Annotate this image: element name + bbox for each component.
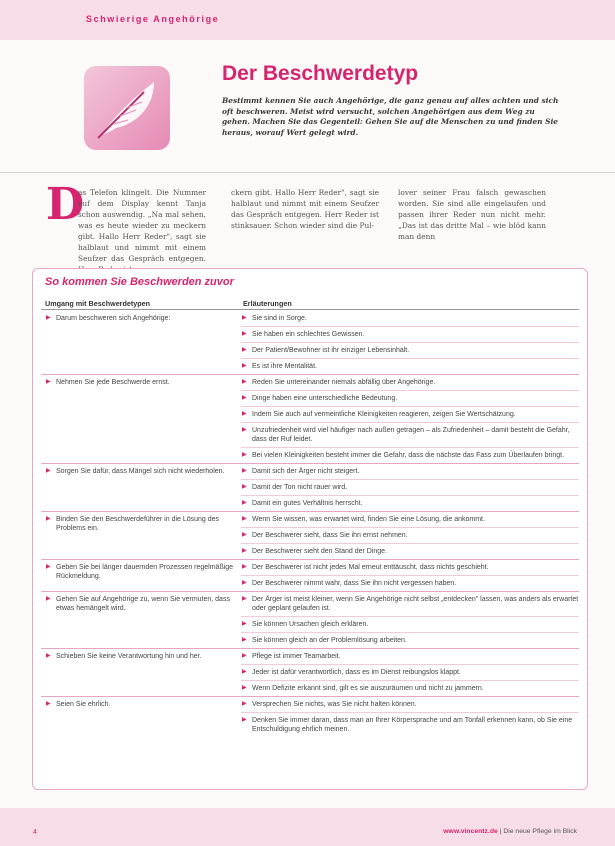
list-item	[241, 665, 579, 681]
bullet-arrow-icon: ▶	[242, 669, 247, 675]
list-item-text: Darum beschweren sich Angehörige:	[56, 315, 171, 322]
list-item-text: Sie sind in Sorge.	[252, 315, 307, 322]
row-topic	[41, 560, 239, 591]
list-item-text: Sie haben ein schlechtes Gewissen.	[252, 331, 365, 338]
intro-text: Bestimmt kennen Sie auch Angehörige, die ganz genau auf alles achten und sich oft beschweren. Meist wird versucht, solchen Angehörigen aus dem Weg zu gehen. Machen Sie das Gegenteil: Gehen Sie auf die Menschen zu und finden Sie heraus, worauf Wert gelegt wird.	[222, 96, 559, 137]
list-item	[241, 681, 579, 696]
box-title: So kommen Sie Beschwerden zuvor	[45, 276, 234, 288]
bullet-arrow-icon: ▶	[242, 484, 247, 490]
table-row	[41, 512, 579, 560]
list-item	[241, 423, 579, 448]
list-item	[241, 448, 579, 463]
bullet-arrow-icon: ▶	[242, 637, 247, 643]
list-item-text: Wenn Defizite erkannt sind, gilt es sie auszuräumen und nicht zu jammern.	[252, 685, 484, 692]
table-row	[41, 592, 579, 649]
bullet-arrow-icon: ▶	[46, 468, 51, 474]
bullet-arrow-icon: ▶	[46, 379, 51, 385]
list-item-text: Reden Sie untereinander niemals abfällig über Angehörige.	[252, 379, 436, 386]
table-row	[41, 375, 579, 464]
row-topic	[41, 592, 239, 648]
page-title: Der Beschwerdetyp	[222, 62, 419, 85]
row-explanations	[239, 592, 579, 648]
bullet-arrow-icon: ▶	[242, 548, 247, 554]
list-item	[241, 544, 579, 559]
list-item	[241, 464, 579, 480]
bullet-arrow-icon: ▶	[46, 315, 51, 321]
bullet-arrow-icon: ▶	[242, 411, 247, 417]
column-header-left: Umgang mit Beschwerdetypen	[45, 299, 151, 308]
divider	[0, 172, 615, 173]
top-band	[0, 0, 615, 40]
footer-publication: Die neue Pflege im Blick	[503, 828, 577, 835]
row-explanations	[239, 560, 579, 591]
list-item-text: Der Beschwerer ist nicht jedes Mal erneut enttäuscht, dass nichts geschieht.	[252, 564, 489, 571]
bullet-arrow-icon: ▶	[242, 653, 247, 659]
list-item	[45, 515, 235, 533]
list-item	[241, 496, 579, 511]
page-number: 4	[33, 829, 37, 836]
list-item	[241, 480, 579, 496]
list-item	[241, 391, 579, 407]
table-row	[41, 649, 579, 697]
list-item-text: Denken Sie immer daran, dass man an Ihrer Körpersprache und am Tonfall erkennen kann, ob Sie eine Entschuldigung ehrlich meinen.	[252, 717, 573, 733]
list-item-text: Der Beschwerer nimmt wahr, dass Sie ihn nicht vergessen haben.	[252, 580, 457, 587]
list-item	[241, 327, 579, 343]
list-item-text: Damit sich der Ärger nicht steigert.	[252, 468, 360, 475]
article-column-3: lover seiner Frau falsch gewaschen worden. Sie sind alle eingelaufen und passen ihrer Reder nun nicht mehr. „Das ist das dritte Mal – wie blöd kann man denn	[398, 188, 546, 241]
bullet-arrow-icon: ▶	[242, 516, 247, 522]
list-item-text: Sie können Ursachen gleich erklären.	[252, 621, 369, 628]
list-item	[241, 359, 579, 374]
drop-cap: D	[46, 179, 85, 230]
list-item	[241, 343, 579, 359]
list-item-text: Schieben Sie keine Verantwortung hin und her.	[56, 653, 202, 660]
bullet-arrow-icon: ▶	[242, 685, 247, 691]
list-item-text: Nehmen Sie jede Beschwerde ernst.	[56, 379, 170, 386]
list-item-text: Pflege ist immer Teamarbeit.	[252, 653, 341, 660]
row-explanations	[239, 649, 579, 696]
bullet-arrow-icon: ▶	[242, 331, 247, 337]
list-item	[45, 595, 235, 613]
row-topic	[41, 311, 239, 374]
bullet-arrow-icon: ▶	[46, 701, 51, 707]
list-item	[45, 378, 235, 387]
row-topic	[41, 375, 239, 463]
list-item-text: Wenn Sie wissen, was erwartet wird, finden Sie eine Lösung, die ankommt.	[252, 516, 485, 523]
bullet-arrow-icon: ▶	[242, 347, 247, 353]
list-item-text: Bei vielen Kleinigkeiten besteht immer die Gefahr, dass die nächste das Fass zum Überlaufen bringt.	[252, 452, 565, 459]
list-item-text: Gehen Sie auf Angehörige zu, wenn Sie vermuten, dass etwas hemängelt wird.	[56, 596, 230, 612]
bullet-arrow-icon: ▶	[46, 596, 51, 602]
footer-text	[443, 828, 577, 835]
section-label: Schwierige Angehörige	[86, 14, 220, 24]
list-item	[241, 528, 579, 544]
table-row	[41, 311, 579, 375]
column-header-right: Erläuterungen	[243, 299, 292, 308]
list-item-text: Sie können gleich an der Problemlösung arbeiten.	[252, 637, 407, 644]
list-item	[241, 512, 579, 528]
list-item-text: Der Beschwerer sieht, dass Sie ihn ernst nehmen.	[252, 532, 408, 539]
list-item-text: Dinge haben eine unterschiedliche Bedeutung.	[252, 395, 398, 402]
list-item	[241, 560, 579, 576]
bullet-arrow-icon: ▶	[46, 653, 51, 659]
list-item	[45, 652, 235, 661]
list-item-text: Es ist ihre Mentalität.	[252, 363, 317, 370]
list-item-text: Damit ein gutes Verhältnis herrscht.	[252, 500, 363, 507]
bullet-arrow-icon: ▶	[242, 596, 247, 602]
footer-band	[0, 808, 615, 846]
table-row	[41, 464, 579, 512]
list-item	[241, 311, 579, 327]
list-item-text: Der Beschwerer sieht den Stand der Dinge.	[252, 548, 388, 555]
bullet-arrow-icon: ▶	[242, 580, 247, 586]
bullet-arrow-icon: ▶	[242, 717, 247, 723]
list-item-text: Jeder ist dafür verantwortlich, dass es im Dienst reibungslos klappt.	[252, 669, 461, 676]
table-row	[41, 697, 579, 737]
list-item	[241, 592, 579, 617]
bullet-arrow-icon: ▶	[242, 363, 247, 369]
row-explanations	[239, 697, 579, 737]
list-item	[241, 633, 579, 648]
list-item-text: Binden Sie den Beschwerdeführer in die Lösung des Problems ein.	[56, 516, 220, 532]
footer-separator: |	[499, 828, 502, 835]
list-item-text: Der Ärger ist meist kleiner, wenn Sie Angehörige nicht selbst „entdecken" lassen, was anders als erwartet oder geplant gelaufen ist.	[252, 596, 579, 612]
list-item-text: Geben Sie bei länger dauernden Prozessen regelmäßige Rückmeldung.	[56, 564, 234, 580]
row-explanations	[239, 375, 579, 463]
list-item-text: Sorgen Sie dafür, dass Mängel sich nicht wiederholen.	[56, 468, 225, 475]
list-item	[45, 563, 235, 581]
bullet-arrow-icon: ▶	[242, 621, 247, 627]
row-explanations	[239, 512, 579, 559]
list-item-text: Versprechen Sie nichts, was Sie nicht halten können.	[252, 701, 417, 708]
list-item	[241, 649, 579, 665]
list-item	[241, 697, 579, 713]
row-explanations	[239, 311, 579, 374]
tips-table	[41, 311, 579, 737]
header-rule	[41, 309, 579, 310]
bullet-arrow-icon: ▶	[242, 564, 247, 570]
list-item-text: Indem Sie auch auf vermeintliche Kleinigkeiten reagieren, zeigen Sie Wertschätzung.	[252, 411, 516, 418]
list-item-text: Damit der Ton nicht rauer wird.	[252, 484, 348, 491]
bullet-arrow-icon: ▶	[242, 395, 247, 401]
list-item	[45, 314, 235, 323]
row-topic	[41, 512, 239, 559]
list-item	[241, 617, 579, 633]
feather-icon	[84, 66, 170, 150]
tips-box	[32, 268, 588, 790]
row-topic	[41, 464, 239, 511]
bullet-arrow-icon: ▶	[242, 452, 247, 458]
bullet-arrow-icon: ▶	[242, 468, 247, 474]
bullet-arrow-icon: ▶	[242, 427, 247, 433]
bullet-arrow-icon: ▶	[242, 532, 247, 538]
list-item	[241, 407, 579, 423]
row-topic	[41, 697, 239, 737]
article-column-1: as Telefon klingelt. Die Nummer auf dem Display kennt Tanja schon auswendig. „Na mal sehen, was es heute wieder zu meckern gibt. Hallo Herr Reder", sagt sie halblaut und nimmt mit einem Seufzer das Gespräch entgegen.	[78, 188, 206, 263]
list-item-text: Der Patient/Bewohner ist ihr einziger Lebensinhalt.	[252, 347, 410, 354]
list-item-text: Unzufriedenheit wird viel häufiger nach außen getragen – als Zufriedenheit – damit besteht die Gefahr, dass der Ruf leidet.	[252, 427, 570, 443]
list-item	[45, 700, 235, 709]
bullet-arrow-icon: ▶	[242, 315, 247, 321]
list-item	[241, 375, 579, 391]
row-topic	[41, 649, 239, 696]
list-item	[241, 576, 579, 591]
row-explanations	[239, 464, 579, 511]
bullet-arrow-icon: ▶	[242, 379, 247, 385]
article-column-2: ckern gibt. Hallo Herr Reder", sagt sie halblaut und nimmt mit einem Seufzer das Gespräch entgegen. Herr Reder ist stinksauer. Schon wieder sind die Pul-	[231, 188, 379, 230]
list-item	[241, 713, 579, 737]
footer-url[interactable]: www.vincentz.de	[443, 828, 498, 835]
bullet-arrow-icon: ▶	[242, 701, 247, 707]
list-item	[45, 467, 235, 476]
list-item-text: Seien Sie ehrlich.	[56, 701, 111, 708]
bullet-arrow-icon: ▶	[46, 564, 51, 570]
bullet-arrow-icon: ▶	[242, 500, 247, 506]
bullet-arrow-icon: ▶	[46, 516, 51, 522]
table-row	[41, 560, 579, 592]
